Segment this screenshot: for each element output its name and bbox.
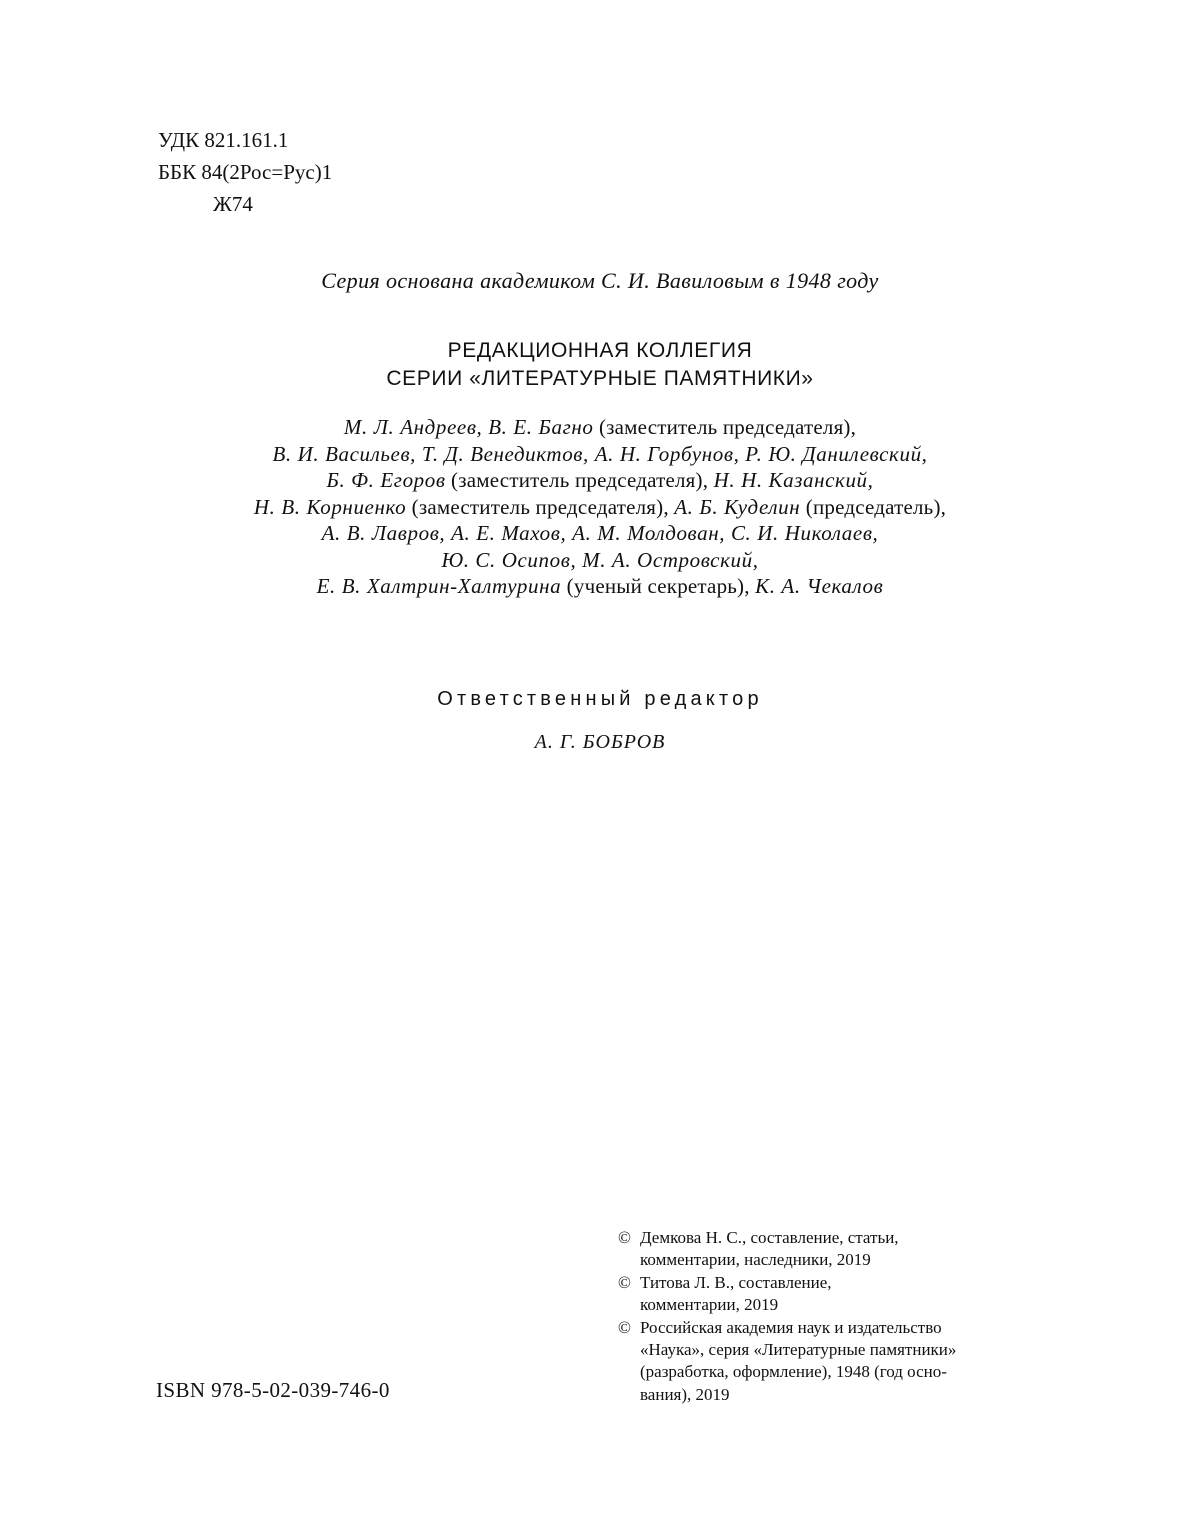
series-founded-note: Серия основана академиком С. И. Вавиловым в 1948 году bbox=[321, 268, 879, 293]
copyright-entry bbox=[618, 1317, 1048, 1407]
member-role: (заместитель председателя), bbox=[406, 494, 675, 519]
copyright-entry bbox=[618, 1272, 1048, 1317]
editorial-board-heading bbox=[0, 337, 1200, 393]
member-names: Н. В. Корниенко bbox=[253, 494, 407, 519]
member-line bbox=[0, 467, 1200, 494]
copyright-symbol: © bbox=[618, 1228, 631, 1247]
copyright-line bbox=[618, 1361, 1048, 1383]
isbn: ISBN 978-5-02-039-746-0 bbox=[156, 1378, 390, 1402]
copyright-entry bbox=[618, 1227, 1048, 1272]
member-role: (ученый секретарь), bbox=[561, 574, 756, 598]
member-line bbox=[0, 494, 1200, 521]
member-names: Б. Ф. Егоров bbox=[326, 468, 446, 492]
member-names: А. В. Лавров, А. Е. Махов, А. М. Молдован, С. И. Николаев, bbox=[321, 521, 879, 545]
copyright-line bbox=[618, 1294, 1048, 1316]
copyright-notices bbox=[618, 1227, 1048, 1406]
member-line bbox=[0, 414, 1200, 441]
bbk-code: ББК 84(2Рос=Рус)1 bbox=[158, 160, 333, 184]
member-line bbox=[0, 547, 1200, 574]
copyright-line bbox=[618, 1317, 1048, 1339]
editorial-board-heading-line2: СЕРИИ «ЛИТЕРАТУРНЫЕ ПАМЯТНИКИ» bbox=[386, 367, 814, 390]
responsible-editor-name: А. Г. БОБРОВ bbox=[534, 731, 666, 753]
copyright-text: Российская академия наук и издательство bbox=[640, 1317, 942, 1337]
member-names: М. Л. Андреев, В. Е. Багно bbox=[343, 415, 594, 439]
member-line bbox=[0, 520, 1200, 547]
member-names: Н. Н. Казанский, bbox=[713, 468, 874, 492]
classification-codes bbox=[158, 124, 332, 220]
copyright-line bbox=[618, 1384, 1048, 1406]
udk-code: УДК 821.161.1 bbox=[158, 128, 289, 152]
copyright-line bbox=[618, 1272, 1048, 1294]
member-role: (председатель), bbox=[800, 494, 947, 519]
editorial-board-heading-line1: РЕДАКЦИОННАЯ КОЛЛЕГИЯ bbox=[447, 339, 753, 362]
copyright-text: Демкова Н. С., составление, статьи, bbox=[640, 1228, 899, 1247]
member-names: А. Б. Куделин bbox=[674, 494, 801, 519]
copyright-text: комментарии, наследники, 2019 bbox=[640, 1250, 871, 1270]
editorial-board-members bbox=[0, 414, 1200, 600]
member-line bbox=[0, 573, 1200, 600]
copyright-text: Титова Л. В., составление, bbox=[640, 1272, 832, 1292]
copyright-symbol: © bbox=[618, 1272, 631, 1292]
copyright-text: (разработка, оформление), 1948 (год осно- bbox=[640, 1362, 947, 1382]
copyright-text: «Наука», серия «Литературные памятники» bbox=[640, 1340, 957, 1360]
copyright-line bbox=[618, 1249, 1048, 1271]
member-role: (заместитель председателя), bbox=[445, 468, 714, 492]
copyright-line bbox=[618, 1227, 1048, 1249]
member-names: К. А. Чекалов bbox=[755, 574, 884, 598]
responsible-editor-label: Ответственный редактор bbox=[437, 688, 763, 710]
member-line bbox=[0, 441, 1200, 468]
member-names: Е. В. Халтрин-Халтурина bbox=[316, 574, 562, 598]
copyright-text: вания), 2019 bbox=[640, 1384, 730, 1404]
copyright-line bbox=[618, 1339, 1048, 1361]
member-names: Ю. С. Осипов, М. А. Островский, bbox=[441, 547, 759, 572]
member-names: В. И. Васильев, Т. Д. Венедиктов, А. Н. Горбунов, Р. Ю. Данилевский, bbox=[272, 441, 928, 466]
copyright-text: комментарии, 2019 bbox=[640, 1295, 779, 1315]
author-mark: Ж74 bbox=[213, 192, 253, 216]
member-role: (заместитель председателя), bbox=[593, 415, 857, 439]
copyright-symbol: © bbox=[618, 1317, 631, 1337]
